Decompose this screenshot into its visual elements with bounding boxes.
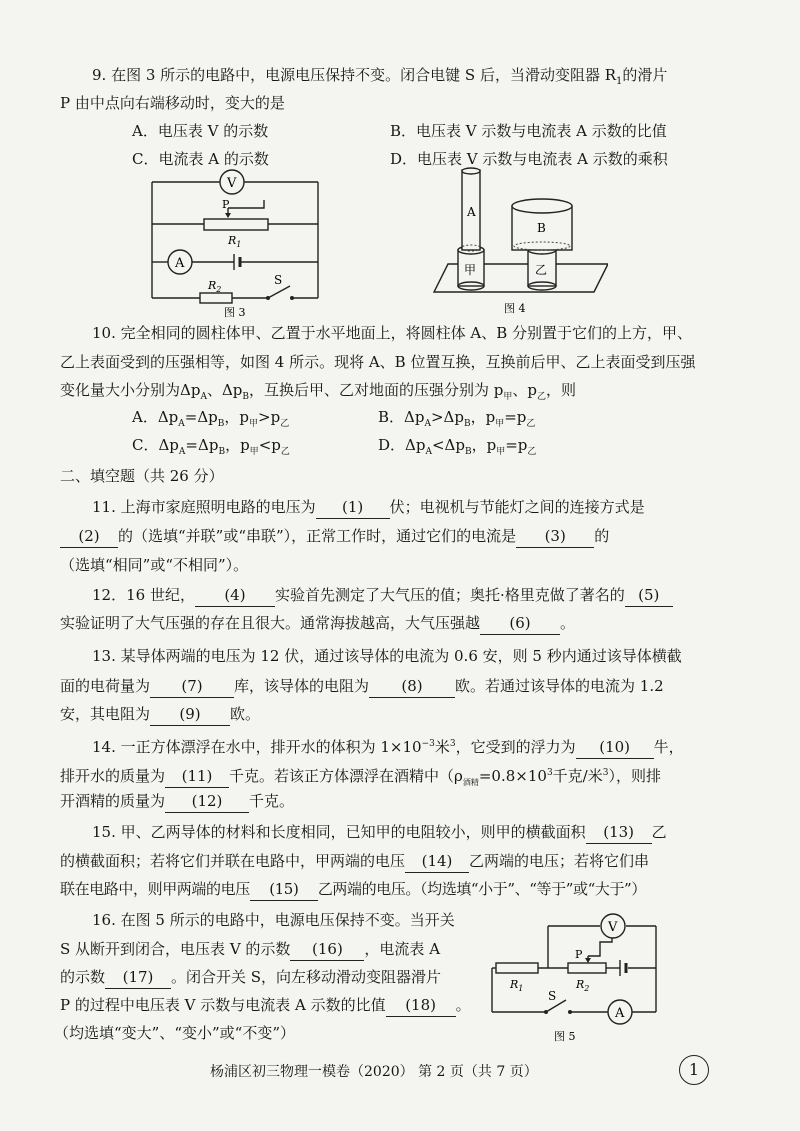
blank-8: (8) [369, 675, 455, 698]
q9-option-b: B．电压表 V 示数与电流表 A 示数的比值 [390, 122, 667, 140]
fig5-caption: 图 5 [554, 1030, 576, 1043]
blank-2: (2) [60, 525, 118, 548]
blank-15: (15) [250, 878, 318, 901]
q11-line1: 11. 上海市家庭照明电路的电压为 (1) 伏；电视机与节能灯之间的连接方式是 [92, 496, 645, 519]
fig3-r1-label: $R_1$ [228, 234, 242, 249]
q14-line3: 开酒精的质量为 (12) 千克。 [60, 790, 294, 813]
figure-3-circuit [140, 168, 330, 320]
q14-line2: 排开水的质量为 (11) 千克。若该正方体漂浮在酒精中（$\rho_{酒精}=0.8\times 10^3$千克/米$^3$），则排 [60, 767, 661, 787]
q13-line2: 面的电荷量为 (7) 库，该导体的电阻为 (8) 欧。若通过该导体的电流为 1.2 [60, 675, 664, 698]
blank-16: (16) [290, 938, 364, 961]
q11-line2: (2) 的（选填“并联”或“串联”），正常工作时，通过它们的电流是 (3) 的 [60, 525, 609, 548]
q12-line2: 实验证明了大气压强的存在且很大。通常海拔越高，大气压强越 (6) 。 [60, 612, 575, 635]
blank-9: (9) [150, 703, 230, 726]
q16-line1: 16. 在图 5 所示的电路中，电源电压保持不变。当开关 [92, 911, 455, 929]
fig3-caption: 图 3 [224, 306, 246, 319]
q10-line1: 10. 完全相同的圆柱体甲、乙置于水平地面上，将圆柱体 A、B 分别置于它们的上方，甲、 [92, 324, 693, 342]
q10-option-a: A．$\Delta p_A=\Delta p_B$，$p_甲>p_乙$ [132, 408, 290, 429]
q10-option-b: B．$\Delta p_A>\Delta p_B$，$p_甲=p_乙$ [378, 408, 536, 429]
figure-4-cylinders [428, 166, 608, 316]
q10-line2: 乙上表面受到的压强相等，如图 4 所示。现将 A、B 位置互换，互换前后甲、乙上表面受到压强 [60, 353, 696, 371]
blank-12: (12) [165, 790, 249, 813]
q9-option-c: C．电流表 A 的示数 [132, 150, 269, 168]
q12-line1: 12．16 世纪， (4) 实验首先测定了大气压的值；奥托·格里克做了著名的 (5) [92, 584, 673, 607]
blank-17: (17) [105, 966, 171, 989]
q9-stem-line1: 9. 在图 3 所示的电路中，电源电压保持不变。闭合电键 S 后，当滑动变阻器 $R_1$的滑片 [92, 66, 668, 87]
blank-18: (18) [386, 994, 456, 1017]
fig5-slider-label: P [575, 948, 583, 961]
blank-13: (13) [586, 821, 652, 844]
section-heading: 二、填空题（共 26 分） [60, 467, 224, 485]
fig3-r2-label: $R_2$ [208, 279, 222, 294]
page-number-circle: 1 [679, 1055, 709, 1085]
blank-14: (14) [405, 850, 469, 873]
q10-option-d: D．$\Delta p_A<\Delta p_B$，$p_甲=p_乙$ [378, 436, 537, 457]
fig4-caption: 图 4 [504, 302, 526, 315]
q10-option-c: C．$\Delta p_A=\Delta p_B$，$p_甲<p_乙$ [132, 436, 290, 457]
blank-11: (11) [165, 765, 229, 788]
blank-6: (6) [480, 612, 560, 635]
fig3-voltmeter-label: V [227, 176, 237, 191]
fig4-label-a: A [467, 205, 476, 219]
q9-option-a: A．电压表 V 的示数 [132, 122, 269, 140]
page-footer: 杨浦区初三物理一模卷（2020） 第 2 页（共 7 页） [210, 1064, 538, 1080]
fig5-r2-label: $R_2$ [576, 978, 590, 993]
fig4-label-jia: 甲 [464, 263, 477, 277]
blank-4: (4) [195, 584, 275, 607]
q11-line3: （选填“相同”或“不相同”）。 [60, 556, 249, 574]
fig5-r1-label: $R_1$ [510, 978, 524, 993]
q16-line5: （均选填“变大”、“变小”或“不变”） [54, 1024, 296, 1042]
blank-3: (3) [516, 525, 594, 548]
fig5-switch-label: S [548, 989, 557, 1003]
figure-5-circuit [488, 912, 664, 1048]
fig3-ammeter-label: A [175, 256, 185, 271]
q9-option-d: D．电压表 V 示数与电流表 A 示数的乘积 [390, 150, 668, 168]
blank-5: (5) [625, 584, 673, 607]
fig3-switch-label: S [274, 273, 283, 287]
fig5-ammeter-label: A [615, 1006, 625, 1021]
blank-10: (10) [576, 736, 654, 759]
q10-line3: 变化量大小分别为$\Delta p_A$、$\Delta p_B$，互换后甲、乙对地面的压强分别为 $p_甲$、$p_乙$，则 [60, 381, 577, 402]
q16-line2: S 从断开到闭合，电压表 V 的示数 (16) ，电流表 A [60, 938, 440, 961]
blank-7: (7) [150, 675, 234, 698]
q9-stem-line2: P 由中点向右端移动时，变大的是 [60, 94, 285, 112]
fig4-label-b: B [537, 221, 546, 235]
fig5-voltmeter-label: V [608, 920, 618, 935]
q16-line4: P 的过程中电压表 V 示数与电流表 A 示数的比值 (18) 。 [60, 994, 471, 1017]
q16-line3: 的示数 (17) 。闭合开关 S，向左移动滑动变阻器滑片 [60, 966, 441, 989]
fig4-label-yi: 乙 [535, 263, 548, 277]
q15-line2: 的横截面积；若将它们并联在电路中，甲两端的电压 (14) 乙两端的电压；若将它们串 [60, 850, 649, 873]
q14-line1: 14. 一正方体漂浮在水中，排开水的体积为 $1\times 10^{-3}$米$^3$，它受到的浮力为 (10) 牛， [92, 733, 684, 759]
q15-line1: 15. 甲、乙两导体的材料和长度相同，已知甲的电阻较小，则甲的横截面积 (13) 乙 [92, 821, 667, 844]
blank-1: (1) [316, 496, 390, 519]
q13-line1: 13. 某导体两端的电压为 12 伏，通过该导体的电流为 0.6 安，则 5 秒内通过该导体横截 [92, 647, 682, 665]
q13-line3: 安，其电阻为 (9) 欧。 [60, 703, 260, 726]
fig3-slider-label: P [222, 198, 230, 211]
q15-line3: 联在电路中，则甲两端的电压 (15) 乙两端的电压。（均选填“小于”、“等于”或“大于”） [60, 878, 646, 901]
